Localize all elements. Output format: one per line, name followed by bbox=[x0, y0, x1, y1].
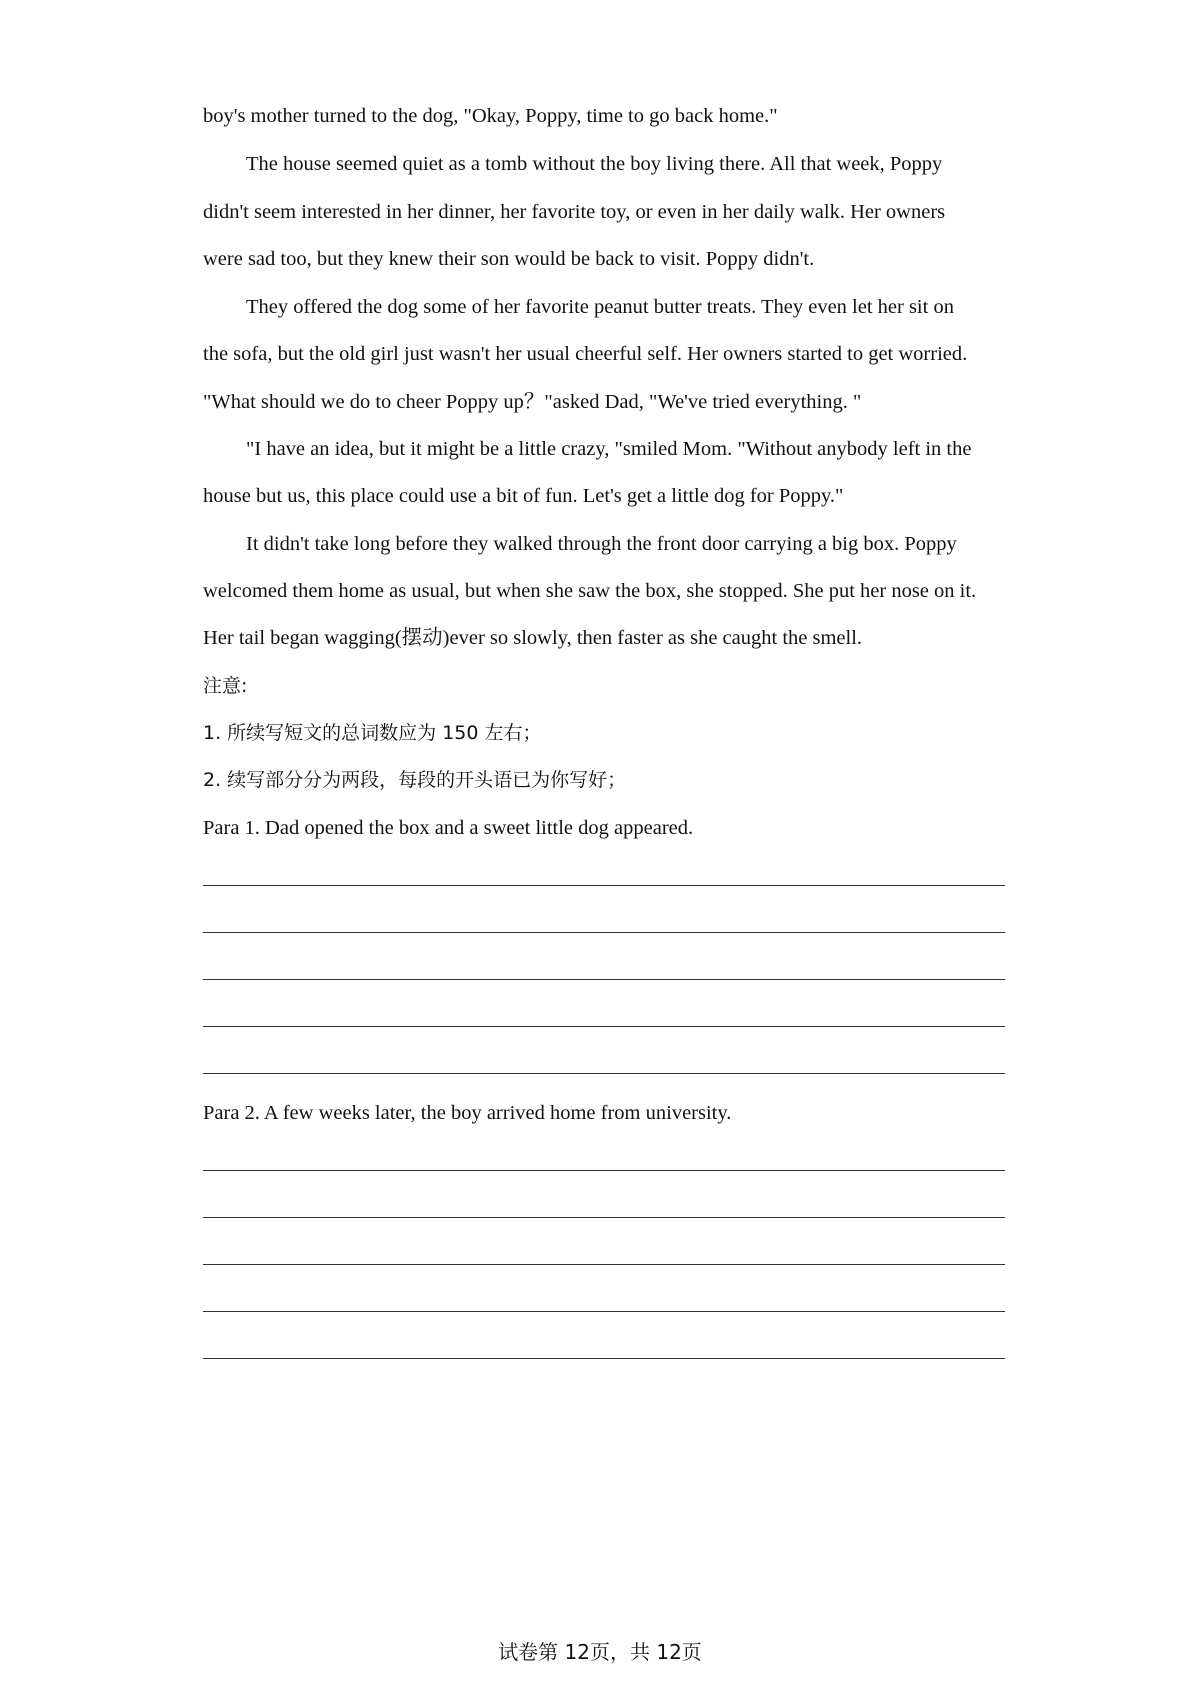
passage-line-12: Her tail began wagging(摆动)ever so slowly, then faster as she caught the smell. bbox=[203, 627, 863, 649]
passage-line-6: the sofa, but the old girl just wasn't her usual cheerful self. Her owners started to get worried. bbox=[203, 343, 968, 365]
notes-item-2: 2. 续写部分分为两段，每段的开头语已为你写好； bbox=[203, 769, 627, 791]
para2-prompt: Para 2. A few weeks later, the boy arrived home from university. bbox=[203, 1102, 732, 1124]
passage-line-5: They offered the dog some of her favorite peanut butter treats. They even let her sit on bbox=[246, 296, 954, 318]
passage-line-9: house but us, this place could use a bit of fun. Let's get a little dog for Poppy." bbox=[203, 485, 844, 507]
para2-answer-line[interactable] bbox=[203, 1311, 1005, 1312]
para2-answer-line[interactable] bbox=[203, 1170, 1005, 1171]
notes-heading: 注意: bbox=[203, 675, 248, 697]
passage-line-8: "I have an idea, but it might be a little crazy, "smiled Mom. "Without anybody left in the bbox=[246, 438, 972, 460]
para1-prompt: Para 1. Dad opened the box and a sweet little dog appeared. bbox=[203, 817, 694, 839]
passage-line-2: The house seemed quiet as a tomb without the boy living there. All that week, Poppy bbox=[246, 153, 943, 175]
notes-item-1: 1. 所续写短文的总词数应为 150 左右； bbox=[203, 722, 542, 744]
para1-answer-line[interactable] bbox=[203, 1073, 1005, 1074]
para1-answer-line[interactable] bbox=[203, 1026, 1005, 1027]
para1-answer-line[interactable] bbox=[203, 932, 1005, 933]
passage-line-1: boy's mother turned to the dog, "Okay, Poppy, time to go back home." bbox=[203, 105, 778, 127]
para2-answer-line[interactable] bbox=[203, 1264, 1005, 1265]
passage-line-10: It didn't take long before they walked through the front door carrying a big box. Poppy bbox=[246, 533, 957, 555]
para1-answer-line[interactable] bbox=[203, 979, 1005, 980]
para2-answer-line[interactable] bbox=[203, 1358, 1005, 1359]
passage-line-11: welcomed them home as usual, but when she saw the box, she stopped. She put her nose on it. bbox=[203, 580, 977, 602]
passage-line-3: didn't seem interested in her dinner, her favorite toy, or even in her daily walk. Her owners bbox=[203, 201, 946, 223]
passage-line-7: "What should we do to cheer Poppy up？"asked Dad, "We've tried everything. " bbox=[203, 391, 862, 413]
passage-line-4: were sad too, but they knew their son would be back to visit. Poppy didn't. bbox=[203, 248, 815, 270]
para1-answer-line[interactable] bbox=[203, 885, 1005, 886]
page-footer: 试卷第 12页，共 12页 bbox=[498, 1640, 702, 1664]
para2-answer-line[interactable] bbox=[203, 1217, 1005, 1218]
